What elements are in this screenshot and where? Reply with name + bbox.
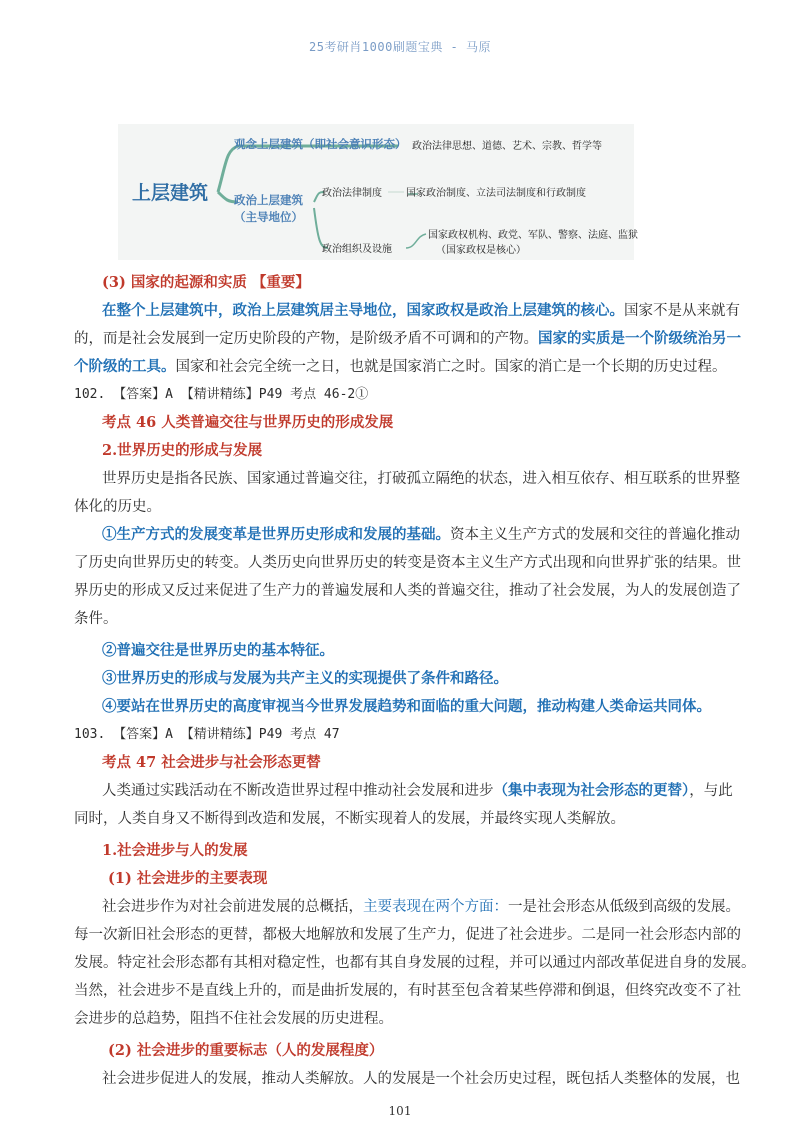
topic-heading: 考点 47 社会进步与社会形态更替	[102, 754, 321, 771]
paragraph-line: 当然，社会进步不是直线上升的，而是曲折发展的，有时甚至包含着某些停滞和倒退，但终究改变不了社	[74, 983, 741, 999]
answer-line-103: 103. 【答案】A 【精讲精练】P49 考点 47	[74, 727, 340, 742]
paragraph-line	[74, 357, 734, 377]
key-point: ④要站在世界历史的高度审视当今世界发展趋势和面临的重大问题，推动构建人类命运共同体。	[102, 698, 711, 715]
page-number: 101	[388, 1104, 412, 1118]
mindmap-sub-legal-system: 政治法律制度	[322, 188, 382, 199]
paragraph-line	[102, 525, 762, 545]
answer-line-102: 102. 【答案】A 【精讲精练】P49 考点 46-2①	[74, 387, 369, 402]
paragraph-line: 条件。	[74, 611, 118, 627]
body-text: 资本主义生产方式的发展和交往的普遍化推动	[450, 527, 740, 543]
subsection-heading: (2) 社会进步的重要标志（人的发展程度）	[108, 1042, 384, 1059]
mindmap-leaf-organizations: 国家政权机构、政党、军队、警察、法庭、监狱	[428, 230, 638, 241]
topic-heading: 考点 46 人类普遍交往与世界历史的形成发展	[102, 414, 394, 431]
mindmap-branch-political: 政治上层建筑	[234, 193, 303, 207]
key-point: ③世界历史的形成与发展为共产主义的实现提供了条件和路径。	[102, 670, 508, 687]
paragraph-line: 了历史向世界历史的转变。人类历史向世界历史的转变是资本主义生产方式出现和向世界扩张的结果。世	[74, 555, 741, 571]
paragraph-line: 会进步的总趋势，阻挡不住社会发展的历史进程。	[74, 1011, 393, 1027]
body-text: 的，而是社会发展到一定历史阶段的产物，是阶级矛盾不可调和的产物。	[74, 331, 538, 347]
body-text: 社会进步作为对社会前进发展的总概括，	[102, 899, 363, 915]
body-text: 一是社会形态从低级到高级的发展。	[508, 899, 740, 915]
paragraph-line: 体化的历史。	[74, 499, 161, 515]
paragraph-line: 界历史的形成又反过来促进了生产力的普遍发展和人类的普遍交往，推动了社会发展，为人的发展创造了	[74, 583, 741, 599]
mindmap-leaf-legal-system: 国家政治制度、立法司法制度和行政制度	[406, 188, 586, 199]
paragraph-line: 社会进步促进人的发展，推动人类解放。人的发展是一个社会历史过程，既包括人类整体的发展，也	[102, 1071, 740, 1087]
highlight-text: 国家的实质是一个阶级统治另一	[538, 330, 741, 347]
body-text: ，与此	[689, 783, 733, 799]
highlight-text: 个阶级的工具。	[74, 358, 176, 375]
paragraph-line: 发展。特定社会形态都有其相对稳定性，也都有其自身发展的过程，并可以通过内部改革促进自身的发展。	[74, 955, 756, 971]
body-text: 国家不是从来就有	[624, 303, 740, 319]
subsection-heading: 2.世界历史的形成与发展	[102, 442, 263, 459]
body-text: 人类通过实践活动在不断改造世界过程中推动社会发展和进步	[102, 783, 494, 799]
key-point: ②普遍交往是世界历史的基本特征。	[102, 642, 334, 659]
superstructure-mindmap	[118, 124, 638, 260]
mindmap-leaf-ideological: 政治法律思想、道德、艺术、宗教、哲学等	[412, 141, 602, 152]
mindmap-sub-organizations: 政治组织及设施	[322, 244, 392, 255]
paragraph-line: 世界历史是指各民族、国家通过普遍交往，打破孤立隔绝的状态，进入相互依存、相互联系的世界整	[102, 471, 740, 487]
mindmap-branch-political-note: （主导地位）	[234, 210, 303, 224]
paragraph-line	[102, 301, 762, 321]
subsection-heading: (1) 社会进步的主要表现	[108, 870, 268, 887]
paragraph-line	[102, 781, 762, 801]
paragraph-line: 同时，人类自身又不断得到改造和发展，不断实现着人的发展，并最终实现人类解放。	[74, 811, 625, 827]
highlight-text: ①生产方式的发展变革是世界历史形成和发展的基础。	[102, 526, 450, 543]
highlight-text: （集中表现为社会形态的更替）	[493, 782, 690, 799]
paragraph-line	[102, 897, 762, 917]
highlight-text: 主要表现在两个方面：	[363, 899, 508, 915]
page-header: 25考研肖1000刷题宝典 - 马原	[308, 40, 492, 54]
mindmap-root-label: 上层建筑	[132, 182, 209, 204]
mindmap-branch-ideological: 观念上层建筑（即社会意识形态）	[234, 137, 407, 151]
paragraph-line	[74, 329, 741, 349]
mindmap-leaf-organizations-note: （国家政权是核心）	[436, 245, 526, 256]
paragraph-line: 每一次新旧社会形态的更替，都极大地解放和发展了生产力，促进了社会进步。二是同一社会形态内部的	[74, 927, 741, 943]
subsection-heading: 1.社会进步与人的发展	[102, 842, 248, 859]
body-text: 国家和社会完全统一之日，也就是国家消亡之时。国家的消亡是一个长期的历史过程。	[175, 359, 727, 375]
section-heading: (3) 国家的起源和实质 【重要】	[102, 274, 310, 291]
highlight-text: 在整个上层建筑中，政治上层建筑居主导地位，国家政权是政治上层建筑的核心。	[102, 302, 624, 319]
